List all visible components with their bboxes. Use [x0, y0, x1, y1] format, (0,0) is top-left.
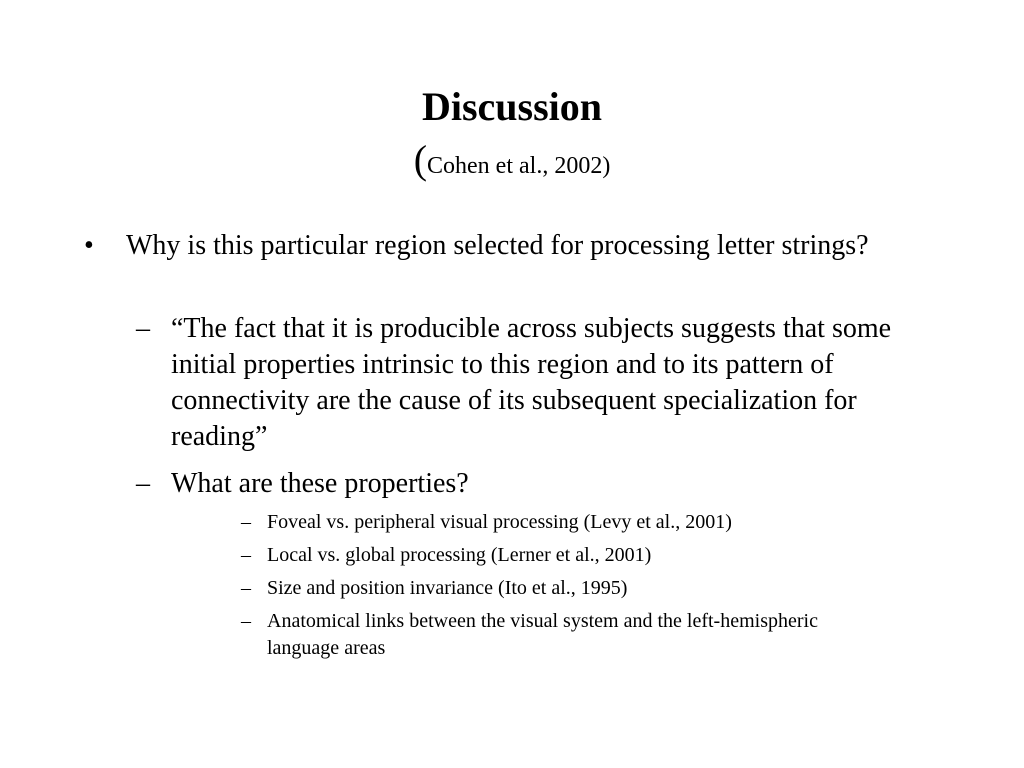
sub-sub-bullet-text: Size and position invariance (Ito et al., 1995): [267, 577, 628, 599]
sub-bullet-text: What are these properties?: [171, 468, 469, 499]
subtitle-citation: Cohen et al., 2002): [427, 153, 611, 179]
sub-sub-bullet-marker: –: [241, 544, 251, 566]
sub-sub-bullet-text: Local vs. global processing (Lerner et al., 2001): [267, 544, 652, 566]
sub-sub-bullet-item: [241, 542, 881, 569]
sub-bullet-item: [136, 466, 956, 502]
sub-sub-bullet-marker: –: [241, 511, 251, 533]
sub-sub-bullet-marker: –: [241, 610, 251, 632]
slide-subtitle: [0, 138, 1024, 191]
slide-title: Discussion: [421, 84, 603, 129]
sub-sub-bullet-text: Foveal vs. peripheral visual processing (Levy et al., 2001): [267, 511, 732, 533]
sub-sub-bullet-marker: –: [241, 577, 251, 599]
sub-bullet-marker: –: [136, 468, 150, 499]
sub-bullet-text: “The fact that it is producible across subjects suggests that some initial properties intrinsic to this region and to its pattern of connectivity are the cause of its subsequent specialization for reading”: [171, 313, 892, 452]
bullet-text: Why is this particular region selected for processing letter strings?: [126, 230, 869, 261]
subtitle-open-paren: (: [413, 137, 428, 182]
sub-bullet-item: [136, 311, 956, 455]
bullet-item: [84, 228, 944, 264]
sub-sub-bullet-text: Anatomical links between the visual system and the left-hemispheric language areas: [267, 610, 818, 659]
sub-sub-bullet-item: [241, 608, 881, 662]
sub-bullet-marker: –: [136, 313, 150, 344]
bullet-marker: •: [84, 230, 94, 261]
sub-sub-bullet-item: [241, 575, 881, 602]
sub-sub-bullet-item: [241, 509, 881, 536]
